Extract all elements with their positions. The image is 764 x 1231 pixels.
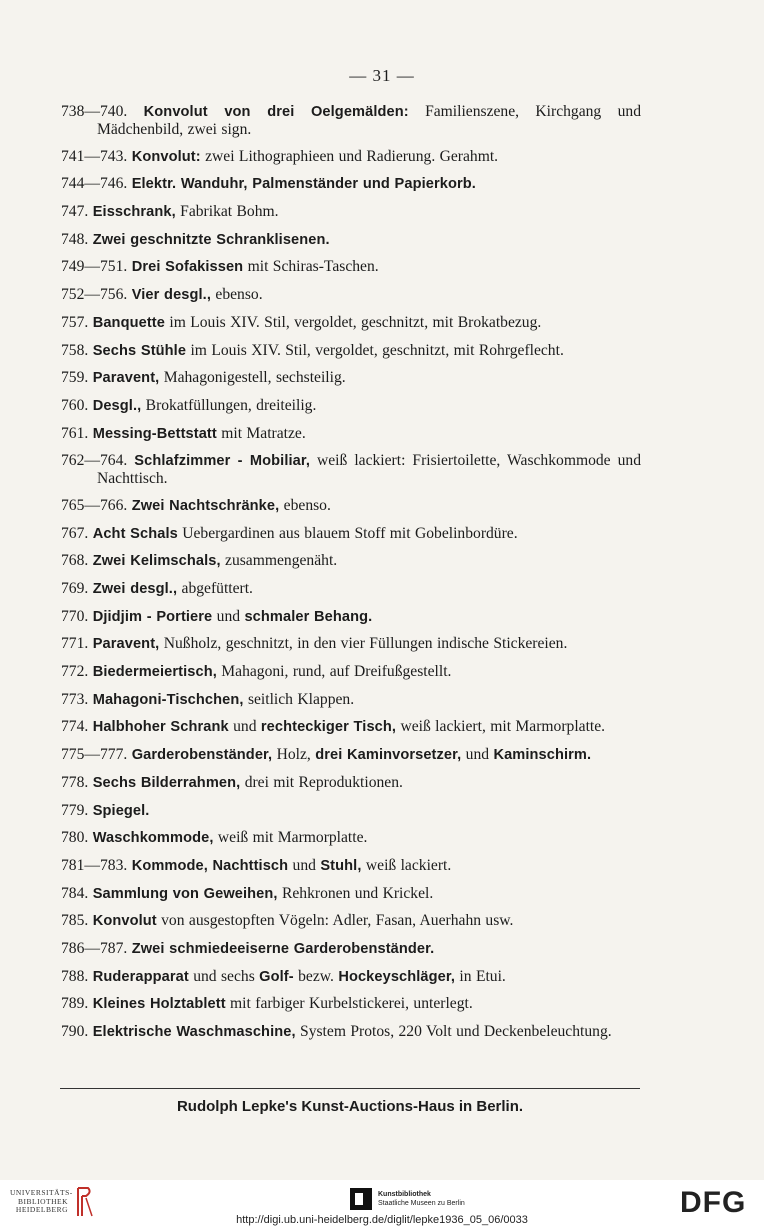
catalog-entry <box>61 718 641 736</box>
entry-number: 760. <box>61 396 89 414</box>
entry-title: Elektrische Waschmaschine, <box>92 1024 296 1040</box>
entry-number: 741—743. <box>61 147 128 165</box>
entry-text: bezw. <box>293 967 339 985</box>
entry-title: Waschkommode, <box>92 830 214 847</box>
catalog-entry <box>61 369 641 387</box>
catalog-entry <box>61 231 641 249</box>
entry-title: Zwei Nachtschränke, <box>131 497 280 514</box>
catalog-entry <box>61 525 641 543</box>
catalog-entry <box>61 802 641 820</box>
entry-title: Paravent, <box>92 636 160 653</box>
catalog-entry <box>61 608 641 626</box>
entry-title: Djidjim - Portiere <box>92 608 213 625</box>
entry-text: mit farbiger Kurbelstickerei, unterlegt. <box>225 995 473 1013</box>
entry-number: 774. <box>61 718 89 736</box>
entry-title: Drei Sofakissen <box>131 259 244 276</box>
entry-number: 772. <box>61 663 89 681</box>
entry-number: 768. <box>61 552 89 570</box>
catalog-entry <box>61 203 641 221</box>
entry-text: ebenso. <box>279 496 331 514</box>
entry-title: Zwei geschnitzte Schranklisenen. <box>92 231 330 248</box>
entry-number: 789. <box>61 995 89 1013</box>
entry-title: Schlafzimmer - Mobiliar, <box>134 453 310 470</box>
kunstbibliothek-logo[interactable] <box>350 1188 465 1210</box>
entry-title: Messing-Bettstatt <box>92 425 217 442</box>
catalog-entry <box>61 552 641 570</box>
kunstbibliothek-text <box>378 1190 465 1208</box>
entry-title: drei Kaminvorsetzer, <box>315 747 462 764</box>
entry-text: Nußholz, geschnitzt, in den vier Füllungen indische Stickereien. <box>159 635 568 653</box>
entry-title: Mahagoni-Tischchen, <box>92 691 244 708</box>
entry-text: mit Matratze. <box>216 424 306 442</box>
entry-number: 752—756. <box>61 286 128 304</box>
entry-title: Sechs Bilderrahmen, <box>92 774 241 791</box>
catalog-entry <box>61 1023 641 1041</box>
footer-publisher: Rudolph Lepke's Kunst-Auctions-Haus in Berlin. <box>176 1098 524 1115</box>
entry-title: Acht Schals <box>92 525 178 542</box>
entry-title: Kommode, Nachttisch <box>131 857 289 874</box>
entry-title: Zwei Kelimschals, <box>92 553 221 570</box>
catalog-entry <box>61 175 641 193</box>
catalog-entry <box>61 258 641 276</box>
catalog-entry <box>61 635 641 653</box>
entry-number: 775—777. <box>61 746 128 764</box>
entry-text: Mahagonigestell, sechsteilig. <box>159 369 346 387</box>
entry-text: Rehkronen und Krickel. <box>277 884 434 902</box>
entry-number: 769. <box>61 580 89 597</box>
entry-text: und <box>288 856 321 874</box>
entry-title: Eisschrank, <box>92 204 176 221</box>
entry-title: Zwei desgl., <box>92 581 178 597</box>
entry-number: 761. <box>61 424 89 442</box>
catalog-entry <box>61 774 641 792</box>
entry-number: 765—766. <box>61 496 128 514</box>
entry-number: 788. <box>61 967 89 985</box>
entry-text: weiß lackiert. <box>361 856 452 874</box>
entry-number: 773. <box>61 690 89 708</box>
entry-text: Familienszene, Kirchgang und Mädchenbild, zwei sign. <box>97 103 641 138</box>
entry-text: im Louis XIV. Stil, vergoldet, geschnitzt, mit Rohrgeflecht. <box>186 341 564 359</box>
entry-text: im Louis XIV. Stil, vergoldet, geschnitzt, mit Brokatbezug. <box>164 313 542 331</box>
entry-title: Sammlung von Geweihen, <box>92 885 278 902</box>
entry-number: 744—746. <box>61 175 128 193</box>
entry-number: 767. <box>61 524 89 542</box>
entry-number: 748. <box>61 230 89 248</box>
dfg-logo[interactable]: DFG <box>680 1186 747 1219</box>
entry-title: Spiegel. <box>92 802 150 819</box>
catalog-entry <box>61 995 641 1013</box>
entry-title: Desgl., <box>92 397 142 414</box>
entry-title: Kleines Holztablett <box>92 996 226 1013</box>
entry-number: 747. <box>61 203 89 221</box>
entry-text: abgefüttert. <box>177 580 253 597</box>
catalog-entry <box>61 397 641 415</box>
entry-title: Halbhoher Schrank <box>92 719 229 736</box>
entry-title: Kaminschirm. <box>493 747 592 764</box>
catalog-entry <box>61 940 641 958</box>
entry-text: weiß lackiert, mit Marmorplatte. <box>396 718 606 736</box>
entry-text: und <box>228 718 261 736</box>
entry-number: 785. <box>61 912 89 930</box>
catalog-entry <box>61 425 641 443</box>
entry-text: von ausgestopften Vögeln: Adler, Fasan, Auerhahn usw. <box>156 912 514 930</box>
kb-line2: Staatliche Museen zu Berlin <box>378 1200 465 1207</box>
entry-text: ebenso. <box>211 286 263 304</box>
entry-text: in Etui. <box>455 967 506 985</box>
kb-line1: Kunstbibliothek <box>378 1191 431 1198</box>
entry-title: Paravent, <box>92 370 160 387</box>
entry-text: mit Schiras-Taschen. <box>243 258 379 276</box>
entry-number: 786—787. <box>61 939 128 957</box>
entry-text: drei mit Reproduktionen. <box>240 773 403 791</box>
entry-number: 778. <box>61 773 89 791</box>
catalog-entry <box>61 829 641 847</box>
entry-number: 749—751. <box>61 258 128 276</box>
source-url[interactable]: http://digi.ub.uni-heidelberg.de/diglit/lepke1936_05_06/0033 <box>236 1214 528 1226</box>
entry-title: schmaler Behang. <box>244 608 373 625</box>
catalog-entry <box>61 885 641 903</box>
entry-number: 762—764. <box>61 452 128 470</box>
catalog-entry <box>61 314 641 332</box>
entry-text: System Protos, 220 Volt und Deckenbeleuchtung. <box>295 1023 612 1040</box>
entry-title: Elektr. Wanduhr, Palmenständer und Papierkorb. <box>131 176 476 193</box>
catalog-entry <box>61 103 641 138</box>
catalog-entry <box>61 452 641 487</box>
catalog-entry <box>61 286 641 304</box>
entry-title: rechteckiger Tisch, <box>260 719 397 736</box>
entry-text: und sechs <box>188 967 260 985</box>
entry-text: Uebergardinen aus blauem Stoff mit Gobelinbordüre. <box>177 524 518 542</box>
entry-title: Sechs Stühle <box>92 342 187 359</box>
catalog-entry <box>61 663 641 681</box>
entry-title: Garderobenständer, <box>131 747 273 764</box>
entry-number: 781—783. <box>61 856 128 874</box>
catalog-entry <box>61 580 641 598</box>
catalog-entry <box>61 912 641 930</box>
kunstbibliothek-icon <box>350 1188 372 1210</box>
entry-title: Konvolut: <box>131 148 201 165</box>
entry-number: 780. <box>61 829 89 847</box>
entry-text: weiß mit Marmorplatte. <box>213 829 368 847</box>
entry-number: 758. <box>61 341 89 359</box>
catalog-entry <box>61 857 641 875</box>
page-number: — 31 — <box>349 66 415 85</box>
entry-number: 771. <box>61 635 89 653</box>
entry-title: Konvolut von drei Oelgemälden: <box>143 104 409 120</box>
catalog-entry <box>61 691 641 709</box>
entry-number: 779. <box>61 801 89 819</box>
entry-text: weiß lackiert: Frisiertoilette, Waschkommode und Nachttisch. <box>97 452 641 488</box>
entry-title: Ruderapparat <box>92 968 189 985</box>
entry-number: 784. <box>61 884 89 902</box>
catalog-entry <box>61 746 641 764</box>
entry-title: Konvolut <box>92 913 157 930</box>
entry-text: und <box>461 746 494 764</box>
entry-title: Stuhl, <box>320 857 362 874</box>
entry-text: zusammengenäht. <box>220 552 338 570</box>
entry-text: zwei Lithographieen und Radierung. Gerahmt. <box>200 147 499 165</box>
entry-title: Biedermeiertisch, <box>92 664 217 681</box>
entry-number: 790. <box>61 1023 89 1040</box>
footer-divider <box>60 1088 640 1089</box>
entry-number: 759. <box>61 369 89 387</box>
entry-text: Brokatfüllungen, dreiteilig. <box>141 396 317 414</box>
entry-title: Golf- <box>259 968 294 985</box>
catalog-entry <box>61 148 641 166</box>
entry-title: Banquette <box>92 314 165 331</box>
catalog-entry <box>61 497 641 515</box>
entry-title: Hockeyschläger, <box>338 968 456 985</box>
entry-text: seitlich Klappen. <box>243 690 355 708</box>
entry-title: Zwei schmiedeeiserne Garderobenständer. <box>131 940 435 957</box>
entry-number: 738—740. <box>61 103 128 120</box>
entry-text: Holz, <box>272 746 316 764</box>
entry-text: Fabrikat Bohm. <box>175 203 279 221</box>
entry-text: Mahagoni, rund, auf Dreifußgestellt. <box>216 663 452 681</box>
entry-text: und <box>212 607 245 625</box>
catalog-entry <box>61 342 641 360</box>
catalog-entries <box>61 103 641 1051</box>
catalog-entry <box>61 968 641 986</box>
entry-number: 770. <box>61 607 89 625</box>
library-logo-text: UNIVERSITÄTS- BIBLIOTHEK HEIDELBERG <box>10 1188 73 1215</box>
entry-title: Vier desgl., <box>131 287 211 304</box>
entry-number: 757. <box>61 313 89 331</box>
